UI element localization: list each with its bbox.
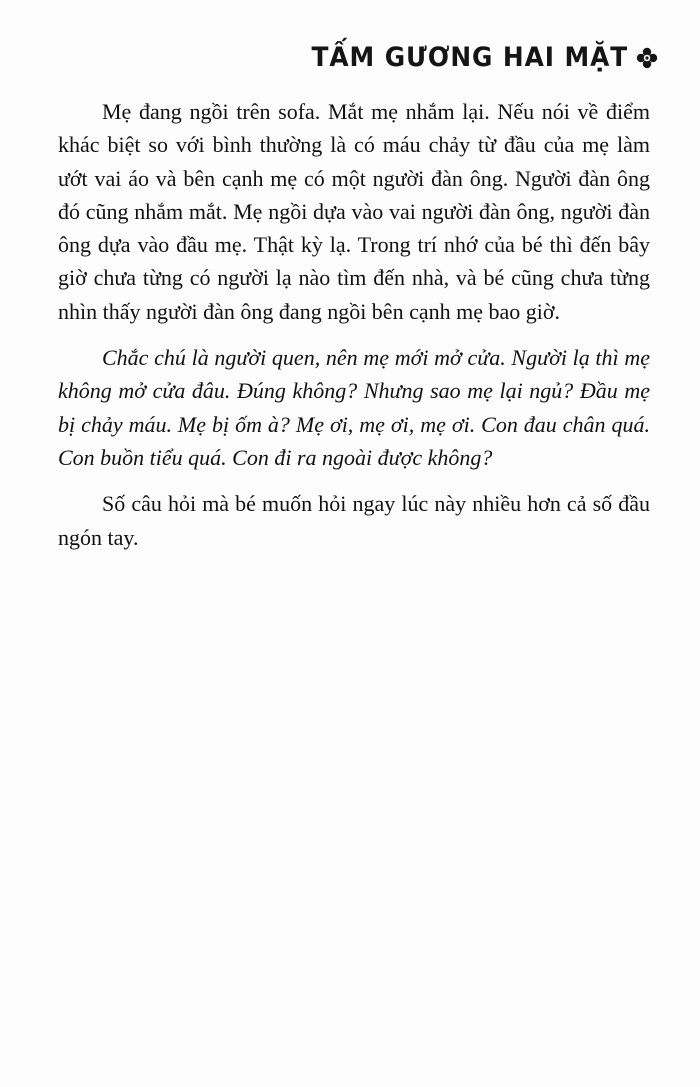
paragraph-1: Mẹ đang ngồi trên sofa. Mắt mẹ nhắm lại. Nếu nói về điểm khác biệt so với bình thường là có máu chảy từ đầu của mẹ làm ướt vai áo và bên cạnh mẹ có một người đàn ông. Người đàn ông đó cũng nhắm mắt. Mẹ ngồi dựa vào vai người đàn ông, người đàn ông dựa vào đầu mẹ. Thật kỳ lạ. Trong trí nhớ của bé thì đến bây giờ chưa từng có người lạ nào tìm đến nhà, và bé cũng chưa từng nhìn thấy người đàn ông đang ngồi bên cạnh mẹ bao giờ.	[58, 99, 650, 324]
paragraph-2-italic: Chắc chú là người quen, nên mẹ mới mở cửa. Người lạ thì mẹ không mở cửa đâu. Đúng không? Nhưng sao mẹ lại ngủ? Đầu mẹ bị chảy máu. Mẹ bị ốm à? Mẹ ơi, mẹ ơi, mẹ ơi. Con đau chân quá. Con buồn tiểu quá. Con đi ra ngoài được không?	[58, 345, 650, 470]
running-title: TẤM GƯƠNG HAI MẶT	[311, 42, 628, 73]
flower-ornament-icon	[636, 47, 658, 69]
paragraph-3: Số câu hỏi mà bé muốn hỏi ngay lúc này nhiều hơn cả số đầu ngón tay.	[58, 491, 650, 550]
running-header	[284, 42, 658, 73]
text-body	[58, 95, 650, 554]
